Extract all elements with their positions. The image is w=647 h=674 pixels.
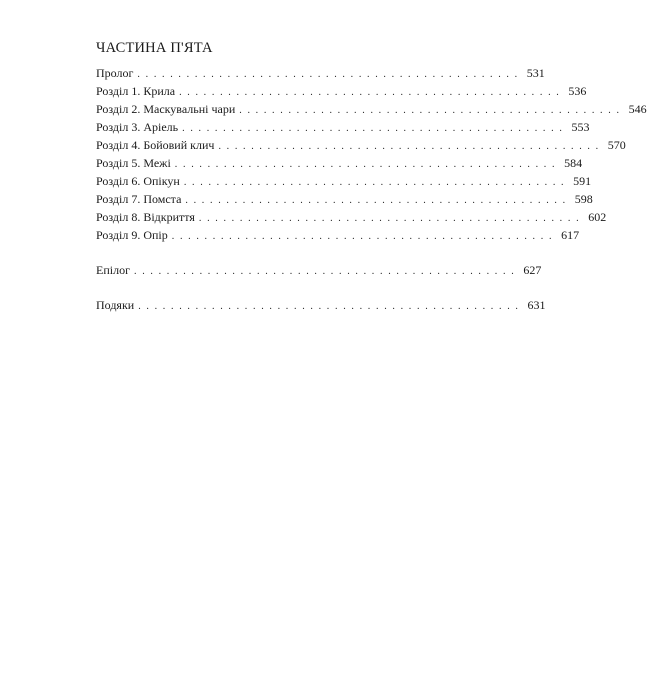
- dot-leader: . . . . . . . . . . . . . . . . . . . . . . . . . . . . . . . . . . . . . . . . . . . . . . .: [174, 159, 557, 170]
- dot-leader: . . . . . . . . . . . . . . . . . . . . . . . . . . . . . . . . . . . . . . . . . . . . . . .: [134, 266, 516, 277]
- toc-entry-chapter-9: [96, 226, 580, 244]
- toc-entry-page: 598: [574, 192, 593, 206]
- toc-entry-chapter-3: [96, 118, 590, 136]
- dot-leader: . . . . . . . . . . . . . . . . . . . . . . . . . . . . . . . . . . . . . . . . . . . . . . .: [218, 141, 600, 152]
- toc-entry-page: 570: [607, 138, 626, 152]
- toc-entry-label: Розділ 8. Відкриття: [96, 210, 195, 224]
- toc-entry-label: Епілог: [96, 263, 130, 277]
- toc-entry-page: 536: [568, 84, 587, 98]
- toc-entry-label: Розділ 2. Маскувальні чари: [96, 102, 236, 116]
- toc-group-epilogue: [96, 261, 542, 279]
- dot-leader: . . . . . . . . . . . . . . . . . . . . . . . . . . . . . . . . . . . . . . . . . . . . . . .: [137, 69, 519, 80]
- toc-entry-label: Розділ 4. Бойовий клич: [96, 138, 215, 152]
- toc-entry-label: Розділ 6. Опікун: [96, 174, 180, 188]
- toc-entry-chapter-6: [96, 172, 592, 190]
- toc-group-acknowledgements: [96, 296, 546, 314]
- dot-leader: . . . . . . . . . . . . . . . . . . . . . . . . . . . . . . . . . . . . . . . . . . . . . . .: [138, 301, 520, 312]
- dot-leader: . . . . . . . . . . . . . . . . . . . . . . . . . . . . . . . . . . . . . . . . . . . . . . .: [183, 177, 566, 188]
- toc-entry-chapter-4: [96, 136, 626, 154]
- dot-leader: . . . . . . . . . . . . . . . . . . . . . . . . . . . . . . . . . . . . . . . . . . . . . . .: [179, 87, 561, 98]
- toc-entry-page: 553: [571, 120, 590, 134]
- toc-entry-label: Розділ 3. Аріель: [96, 120, 179, 134]
- toc-entry-page: 602: [588, 210, 607, 224]
- toc-entry-page: 531: [526, 66, 545, 80]
- toc-entry-label: Розділ 7. Помста: [96, 192, 182, 206]
- toc-entry-page: 584: [564, 156, 583, 170]
- toc-entry-prologue: [96, 64, 545, 82]
- dot-leader: . . . . . . . . . . . . . . . . . . . . . . . . . . . . . . . . . . . . . . . . . . . . . . .: [239, 105, 621, 116]
- part-title: ЧАСТИНА П'ЯТА: [96, 40, 213, 56]
- toc-entry-label: Розділ 5. Межі: [96, 156, 171, 170]
- dot-leader: . . . . . . . . . . . . . . . . . . . . . . . . . . . . . . . . . . . . . . . . . . . . . . .: [171, 231, 554, 242]
- toc-entry-label: Подяки: [96, 298, 135, 312]
- dot-leader: . . . . . . . . . . . . . . . . . . . . . . . . . . . . . . . . . . . . . . . . . . . . . . .: [185, 195, 567, 206]
- toc-entry-page: 546: [628, 102, 647, 116]
- dot-leader: . . . . . . . . . . . . . . . . . . . . . . . . . . . . . . . . . . . . . . . . . . . . . . .: [198, 213, 581, 224]
- toc-entry-acknowledgements: [96, 296, 546, 314]
- toc-entry-page: 631: [527, 298, 546, 312]
- toc-entry-epilogue: [96, 261, 542, 279]
- toc-entry-chapter-7: [96, 190, 593, 208]
- toc-entry-page: 627: [523, 263, 542, 277]
- toc-entry-chapter-8: [96, 208, 607, 226]
- dot-leader: . . . . . . . . . . . . . . . . . . . . . . . . . . . . . . . . . . . . . . . . . . . . . . .: [182, 123, 564, 134]
- toc-entry-label: Розділ 1. Крила: [96, 84, 176, 98]
- toc-entry-chapter-5: [96, 154, 583, 172]
- toc-entry-page: 591: [573, 174, 592, 188]
- toc-entry-chapter-2: [96, 100, 647, 118]
- toc-entry-page: 617: [561, 228, 580, 242]
- table-of-contents: [96, 64, 647, 314]
- toc-entry-label: Розділ 9. Опір: [96, 228, 168, 242]
- toc-entry-chapter-1: [96, 82, 587, 100]
- toc-group-main: [96, 64, 647, 244]
- toc-entry-label: Пролог: [96, 66, 134, 80]
